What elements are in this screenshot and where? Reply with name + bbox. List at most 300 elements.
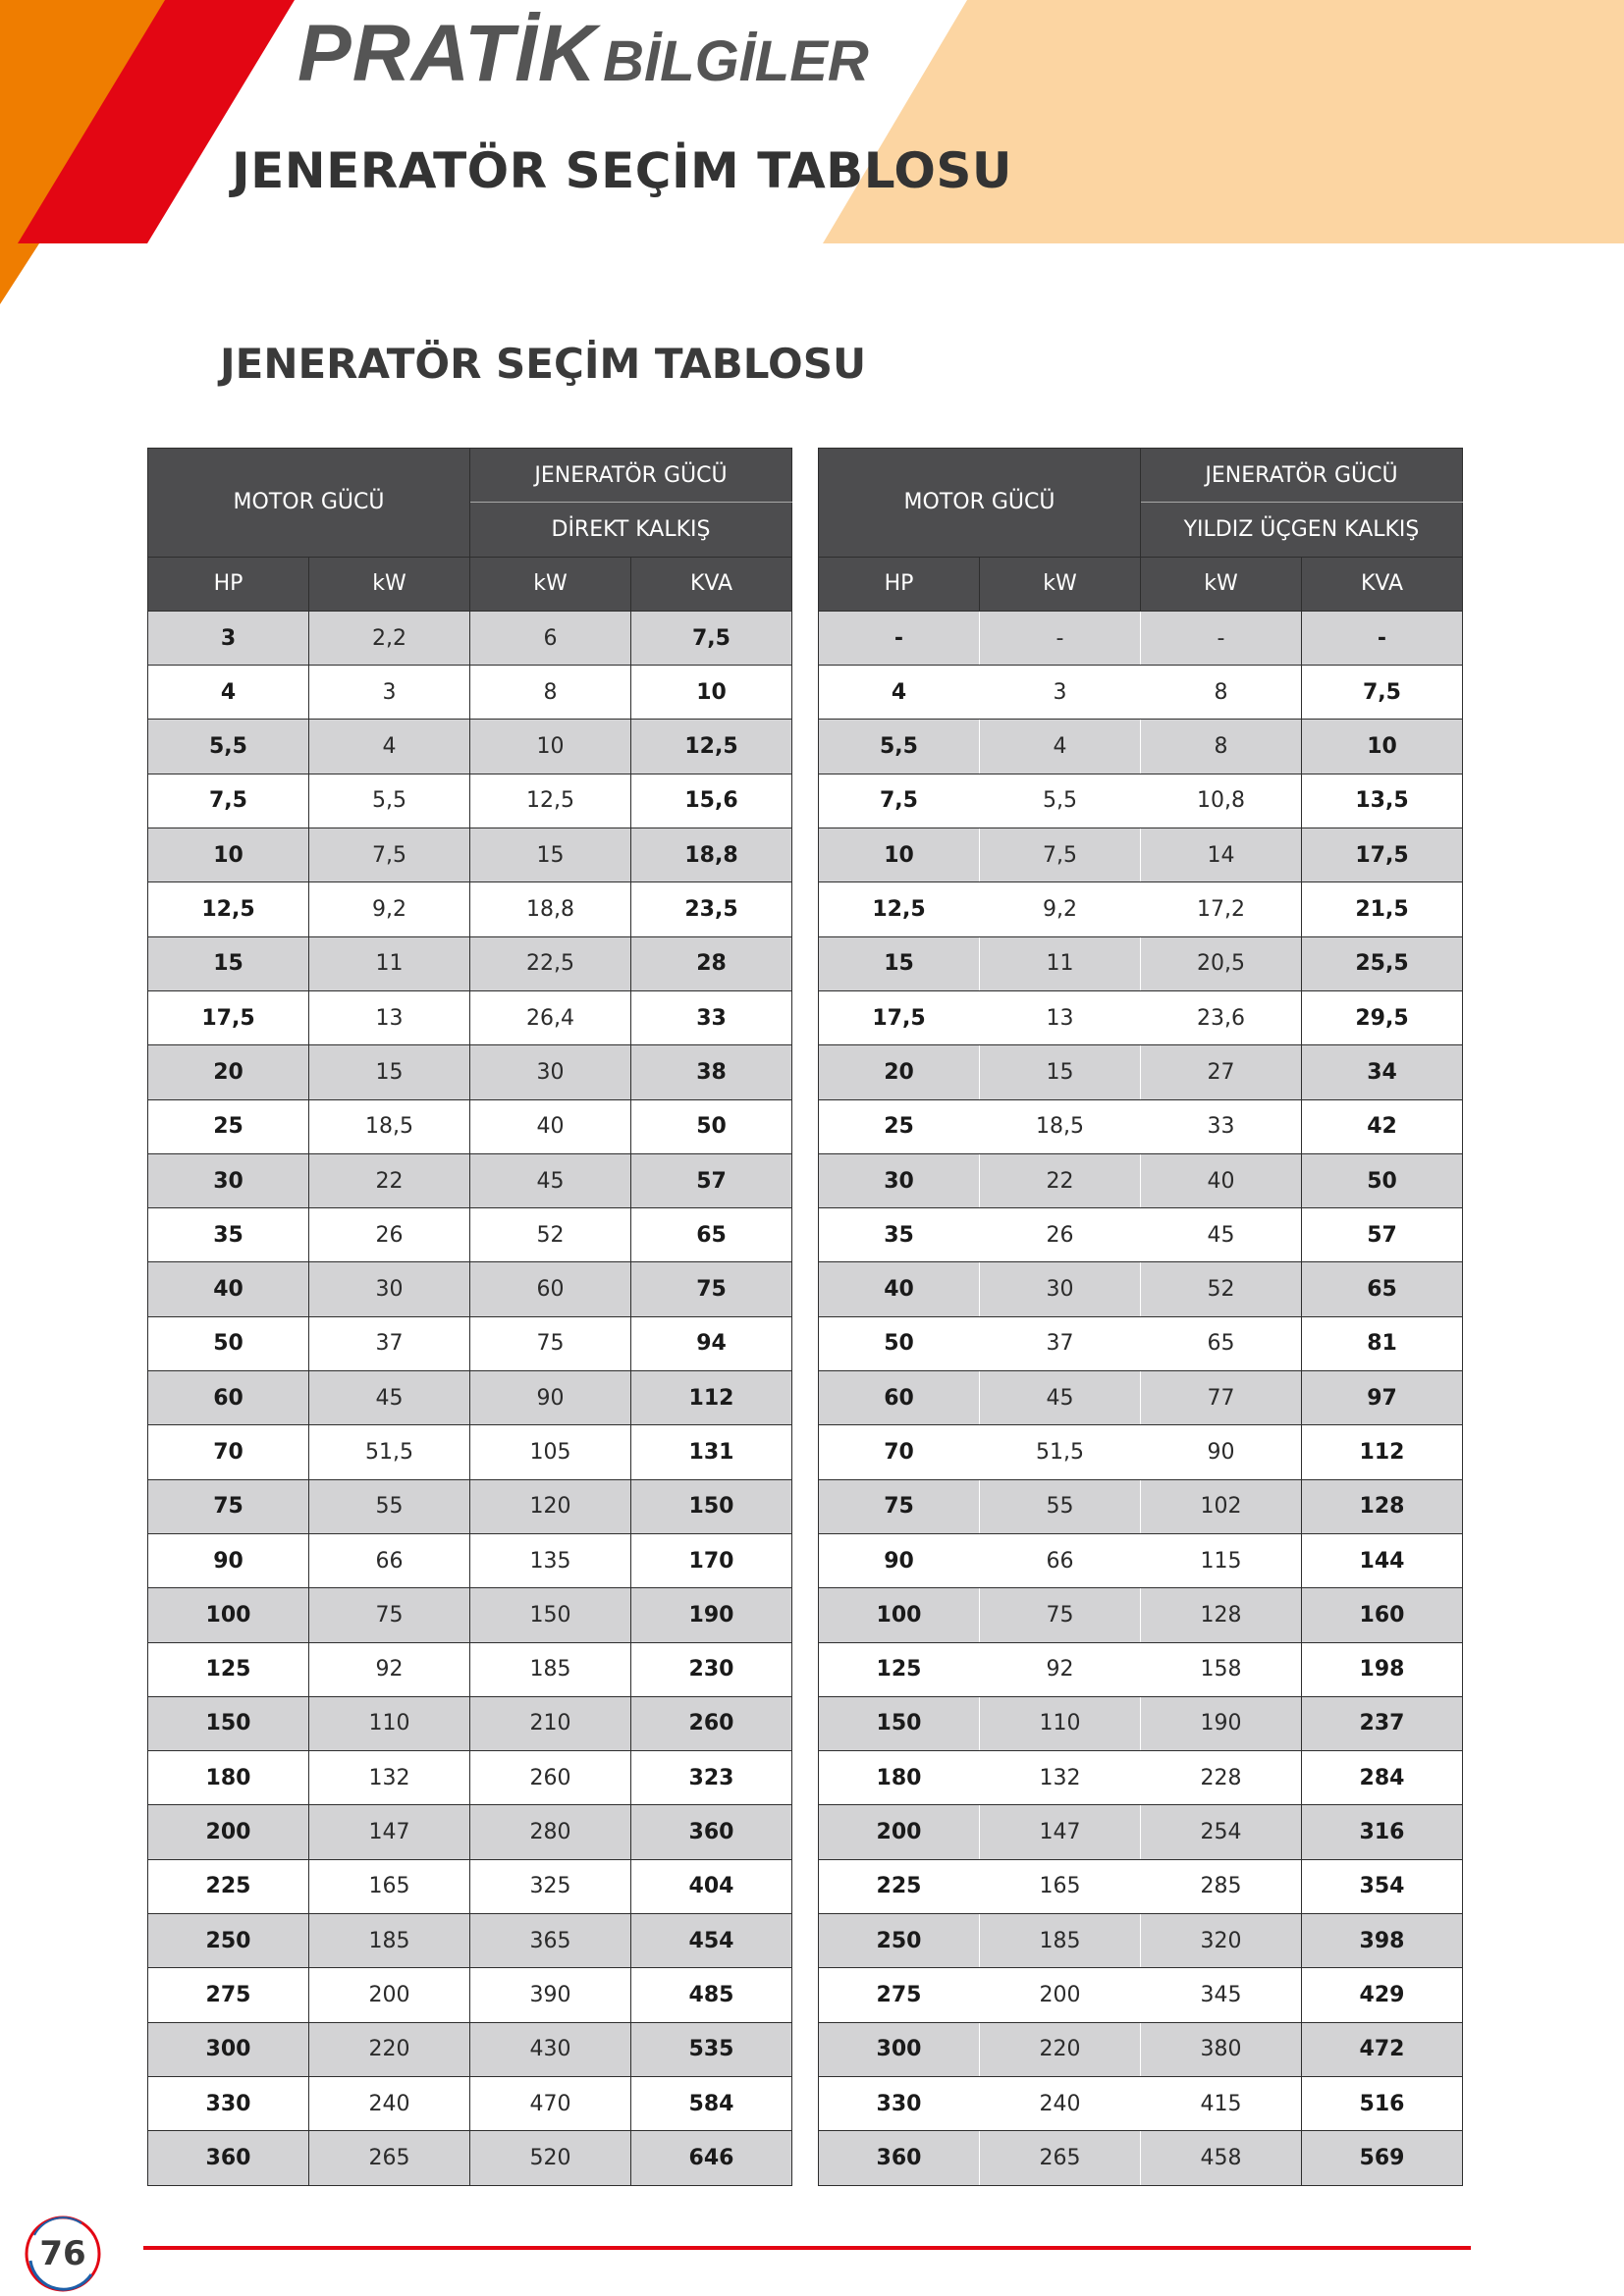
section-title: JENERATÖR SEÇİM TABLOSU	[220, 340, 867, 388]
generator-kw-cell: 90	[1141, 1425, 1302, 1479]
table-row	[819, 1642, 1463, 1696]
kva-cell: 230	[631, 1642, 792, 1696]
kva-cell: 18,8	[631, 828, 792, 882]
unit-header-gen-kw: kW	[1141, 557, 1302, 611]
kva-cell: 170	[631, 1533, 792, 1587]
hp-cell: 125	[819, 1642, 980, 1696]
table-row	[819, 1968, 1463, 2022]
peach-band	[823, 0, 1624, 243]
motor-kw-cell: 22	[980, 1153, 1141, 1207]
kva-cell: 472	[1302, 2022, 1463, 2076]
hp-cell: 330	[819, 2076, 980, 2130]
motor-kw-cell: 5,5	[309, 774, 470, 828]
motor-kw-cell: 185	[309, 1914, 470, 1968]
table-row	[148, 1751, 792, 1805]
star-delta-body	[819, 611, 1463, 2185]
generator-kw-cell: 280	[470, 1805, 631, 1859]
table-row	[148, 1859, 792, 1913]
generator-kw-cell: 8	[1141, 720, 1302, 774]
motor-kw-cell: 37	[309, 1316, 470, 1370]
motor-kw-cell: 55	[309, 1479, 470, 1533]
table-row	[819, 611, 1463, 665]
hp-cell: 50	[819, 1316, 980, 1370]
hp-cell: 15	[148, 936, 309, 990]
motor-kw-cell: 165	[980, 1859, 1141, 1913]
hp-cell: 275	[819, 1968, 980, 2022]
brand-sub-text: BİLGİLER	[603, 29, 869, 93]
kva-cell: 23,5	[631, 882, 792, 936]
hp-cell: 35	[819, 1208, 980, 1262]
hp-cell: 35	[148, 1208, 309, 1262]
motor-kw-cell: 165	[309, 1859, 470, 1913]
generator-kw-cell: 470	[470, 2076, 631, 2130]
hp-cell: 275	[148, 1968, 309, 2022]
motor-kw-cell: 75	[980, 1588, 1141, 1642]
table-row	[819, 936, 1463, 990]
generator-kw-cell: 8	[470, 666, 631, 720]
motor-kw-cell: 265	[980, 2131, 1141, 2185]
hp-cell: 150	[148, 1696, 309, 1750]
motor-kw-cell: 7,5	[980, 828, 1141, 882]
direct-start-body	[148, 611, 792, 2185]
table-row	[819, 666, 1463, 720]
generator-kw-cell: 345	[1141, 1968, 1302, 2022]
hp-cell: 10	[148, 828, 309, 882]
motor-kw-cell: 11	[309, 936, 470, 990]
motor-kw-cell: 2,2	[309, 611, 470, 665]
generator-kw-cell: 17,2	[1141, 882, 1302, 936]
table-row	[819, 882, 1463, 936]
motor-kw-cell: 30	[309, 1262, 470, 1316]
table-row	[819, 1696, 1463, 1750]
kva-cell: 112	[1302, 1425, 1463, 1479]
kva-cell: 354	[1302, 1859, 1463, 1913]
hp-cell: 70	[148, 1425, 309, 1479]
table-row	[819, 1914, 1463, 1968]
table-row	[819, 2022, 1463, 2076]
generator-kw-cell: 40	[470, 1099, 631, 1153]
kva-cell: 65	[1302, 1262, 1463, 1316]
page-number: 76	[39, 2234, 86, 2273]
motor-kw-cell: 11	[980, 936, 1141, 990]
kva-cell: 10	[631, 666, 792, 720]
generator-kw-cell: 23,6	[1141, 990, 1302, 1044]
generator-power-header: JENERATÖR GÜCÜ	[470, 449, 792, 503]
kva-cell: 128	[1302, 1479, 1463, 1533]
kva-cell: 284	[1302, 1751, 1463, 1805]
kva-cell: 34	[1302, 1045, 1463, 1099]
motor-kw-cell: 3	[980, 666, 1141, 720]
generator-kw-cell: 12,5	[470, 774, 631, 828]
page-header-title: JENERATÖR SEÇİM TABLOSU	[232, 142, 1012, 199]
generator-kw-cell: 210	[470, 1696, 631, 1750]
table-row	[148, 1316, 792, 1370]
kva-cell: 398	[1302, 1914, 1463, 1968]
motor-kw-cell: 26	[309, 1208, 470, 1262]
table-row	[148, 1262, 792, 1316]
kva-cell: 112	[631, 1371, 792, 1425]
table-row	[819, 1262, 1463, 1316]
hp-cell: 150	[819, 1696, 980, 1750]
table-row	[819, 1479, 1463, 1533]
table-row	[148, 2076, 792, 2130]
hp-cell: 5,5	[148, 720, 309, 774]
unit-header-motor-kw: kW	[980, 557, 1141, 611]
generator-kw-cell: 90	[470, 1371, 631, 1425]
kva-cell: 97	[1302, 1371, 1463, 1425]
hp-cell: 5,5	[819, 720, 980, 774]
generator-kw-cell: 60	[470, 1262, 631, 1316]
kva-cell: 516	[1302, 2076, 1463, 2130]
motor-kw-cell: 132	[309, 1751, 470, 1805]
hp-cell: 7,5	[148, 774, 309, 828]
motor-kw-cell: 7,5	[309, 828, 470, 882]
generator-kw-cell: 6	[470, 611, 631, 665]
table-row	[819, 1425, 1463, 1479]
hp-cell: 60	[819, 1371, 980, 1425]
table-row	[819, 1045, 1463, 1099]
kva-cell: 190	[631, 1588, 792, 1642]
kva-cell: 7,5	[631, 611, 792, 665]
kva-cell: 33	[631, 990, 792, 1044]
star-delta-table	[818, 448, 1463, 2186]
generator-kw-cell: 45	[1141, 1208, 1302, 1262]
hp-cell: 200	[819, 1805, 980, 1859]
hp-cell: 225	[819, 1859, 980, 1913]
generator-kw-cell: 365	[470, 1914, 631, 1968]
generator-kw-cell: 27	[1141, 1045, 1302, 1099]
table-row	[148, 1968, 792, 2022]
table-row	[819, 1371, 1463, 1425]
kva-cell: 237	[1302, 1696, 1463, 1750]
kva-cell: 316	[1302, 1805, 1463, 1859]
motor-kw-cell: 13	[980, 990, 1141, 1044]
motor-kw-cell: 132	[980, 1751, 1141, 1805]
kva-cell: 569	[1302, 2131, 1463, 2185]
generator-kw-cell: 105	[470, 1425, 631, 1479]
generator-kw-cell: 190	[1141, 1696, 1302, 1750]
kva-cell: 360	[631, 1805, 792, 1859]
motor-kw-cell: 55	[980, 1479, 1141, 1533]
brand-logo	[298, 8, 869, 100]
generator-kw-cell: 33	[1141, 1099, 1302, 1153]
kva-cell: 15,6	[631, 774, 792, 828]
motor-kw-cell: 22	[309, 1153, 470, 1207]
motor-kw-cell: 4	[980, 720, 1141, 774]
hp-cell: 90	[148, 1533, 309, 1587]
motor-kw-cell: 265	[309, 2131, 470, 2185]
hp-cell: 300	[819, 2022, 980, 2076]
generator-kw-cell: 26,4	[470, 990, 631, 1044]
hp-cell: 360	[819, 2131, 980, 2185]
generator-kw-cell: 10	[470, 720, 631, 774]
kva-cell: 198	[1302, 1642, 1463, 1696]
table-row	[148, 1533, 792, 1587]
motor-kw-cell: 3	[309, 666, 470, 720]
generator-kw-cell: 45	[470, 1153, 631, 1207]
kva-cell: -	[1302, 611, 1463, 665]
generator-power-header: JENERATÖR GÜCÜ	[1141, 449, 1463, 503]
hp-cell: 25	[819, 1099, 980, 1153]
hp-cell: 250	[819, 1914, 980, 1968]
table-row	[819, 1208, 1463, 1262]
hp-cell: 300	[148, 2022, 309, 2076]
table-row	[819, 774, 1463, 828]
table-row	[148, 1153, 792, 1207]
hp-cell: 12,5	[148, 882, 309, 936]
generator-kw-cell: 115	[1141, 1533, 1302, 1587]
kva-cell: 17,5	[1302, 828, 1463, 882]
generator-kw-cell: 65	[1141, 1316, 1302, 1370]
generator-kw-cell: -	[1141, 611, 1302, 665]
table-row	[148, 1425, 792, 1479]
generator-kw-cell: 285	[1141, 1859, 1302, 1913]
hp-cell: 12,5	[819, 882, 980, 936]
table-row	[148, 611, 792, 665]
hp-cell: 330	[148, 2076, 309, 2130]
hp-cell: 17,5	[148, 990, 309, 1044]
hp-cell: 125	[148, 1642, 309, 1696]
hp-cell: 10	[819, 828, 980, 882]
generator-kw-cell: 18,8	[470, 882, 631, 936]
motor-kw-cell: 5,5	[980, 774, 1141, 828]
table-row	[148, 666, 792, 720]
table-row	[148, 1588, 792, 1642]
table-row	[148, 2022, 792, 2076]
kva-cell: 38	[631, 1045, 792, 1099]
kva-cell: 42	[1302, 1099, 1463, 1153]
motor-kw-cell: 240	[309, 2076, 470, 2130]
kva-cell: 12,5	[631, 720, 792, 774]
hp-cell: 75	[148, 1479, 309, 1533]
table-row	[819, 990, 1463, 1044]
kva-cell: 10	[1302, 720, 1463, 774]
generator-kw-cell: 8	[1141, 666, 1302, 720]
generator-kw-cell: 30	[470, 1045, 631, 1099]
kva-cell: 50	[1302, 1153, 1463, 1207]
unit-header-hp: HP	[148, 557, 309, 611]
table-row	[819, 1859, 1463, 1913]
motor-kw-cell: 51,5	[980, 1425, 1141, 1479]
kva-cell: 260	[631, 1696, 792, 1750]
kva-cell: 28	[631, 936, 792, 990]
hp-cell: 7,5	[819, 774, 980, 828]
generator-kw-cell: 520	[470, 2131, 631, 2185]
generator-kw-cell: 150	[470, 1588, 631, 1642]
motor-kw-cell: 37	[980, 1316, 1141, 1370]
motor-kw-cell: 92	[309, 1642, 470, 1696]
kva-cell: 323	[631, 1751, 792, 1805]
hp-cell: 250	[148, 1914, 309, 1968]
kva-cell: 57	[1302, 1208, 1463, 1262]
hp-cell: -	[819, 611, 980, 665]
generator-kw-cell: 430	[470, 2022, 631, 2076]
generator-kw-cell: 228	[1141, 1751, 1302, 1805]
generator-kw-cell: 120	[470, 1479, 631, 1533]
motor-kw-cell: 30	[980, 1262, 1141, 1316]
hp-cell: 200	[148, 1805, 309, 1859]
kva-cell: 94	[631, 1316, 792, 1370]
motor-kw-cell: 4	[309, 720, 470, 774]
footer-divider	[143, 2246, 1471, 2250]
table-row	[819, 1099, 1463, 1153]
kva-cell: 454	[631, 1914, 792, 1968]
table-row	[819, 1316, 1463, 1370]
hp-cell: 50	[148, 1316, 309, 1370]
table-row	[819, 1805, 1463, 1859]
hp-cell: 40	[148, 1262, 309, 1316]
table-row	[148, 720, 792, 774]
table-row	[148, 1914, 792, 1968]
kva-cell: 13,5	[1302, 774, 1463, 828]
hp-cell: 70	[819, 1425, 980, 1479]
generator-kw-cell: 135	[470, 1533, 631, 1587]
hp-cell: 30	[148, 1153, 309, 1207]
motor-kw-cell: 200	[980, 1968, 1141, 2022]
unit-header-kva: KVA	[1302, 557, 1463, 611]
table-row	[819, 1751, 1463, 1805]
hp-cell: 15	[819, 936, 980, 990]
table-row	[819, 1533, 1463, 1587]
motor-kw-cell: 26	[980, 1208, 1141, 1262]
motor-power-header: MOTOR GÜCÜ	[819, 449, 1141, 558]
generator-kw-cell: 158	[1141, 1642, 1302, 1696]
generator-kw-cell: 20,5	[1141, 936, 1302, 990]
motor-kw-cell: 240	[980, 2076, 1141, 2130]
generator-kw-cell: 22,5	[470, 936, 631, 990]
kva-cell: 131	[631, 1425, 792, 1479]
kva-cell: 535	[631, 2022, 792, 2076]
motor-kw-cell: 51,5	[309, 1425, 470, 1479]
hp-cell: 20	[148, 1045, 309, 1099]
table-row	[819, 2131, 1463, 2185]
motor-kw-cell: 220	[309, 2022, 470, 2076]
generator-kw-cell: 14	[1141, 828, 1302, 882]
table-row	[819, 1588, 1463, 1642]
generator-kw-cell: 320	[1141, 1914, 1302, 1968]
hp-cell: 3	[148, 611, 309, 665]
start-type-header: YILDIZ ÜÇGEN KALKIŞ	[1141, 503, 1463, 557]
generator-kw-cell: 254	[1141, 1805, 1302, 1859]
unit-header-kva: KVA	[631, 557, 792, 611]
motor-kw-cell: 75	[309, 1588, 470, 1642]
motor-kw-cell: 45	[980, 1371, 1141, 1425]
kva-cell: 50	[631, 1099, 792, 1153]
table-row	[148, 1099, 792, 1153]
unit-header-gen-kw: kW	[470, 557, 631, 611]
generator-kw-cell: 77	[1141, 1371, 1302, 1425]
hp-cell: 100	[819, 1588, 980, 1642]
kva-cell: 429	[1302, 1968, 1463, 2022]
motor-kw-cell: 200	[309, 1968, 470, 2022]
table-row	[148, 1045, 792, 1099]
table-row	[148, 828, 792, 882]
table-row	[148, 2131, 792, 2185]
generator-kw-cell: 458	[1141, 2131, 1302, 2185]
generator-kw-cell: 40	[1141, 1153, 1302, 1207]
motor-kw-cell: 18,5	[309, 1099, 470, 1153]
table-row	[819, 2076, 1463, 2130]
table-row	[819, 828, 1463, 882]
unit-header-hp: HP	[819, 557, 980, 611]
motor-kw-cell: 18,5	[980, 1099, 1141, 1153]
motor-kw-cell: 185	[980, 1914, 1141, 1968]
brand-main-text: PRATİK	[298, 9, 598, 98]
table-row	[819, 1153, 1463, 1207]
generator-kw-cell: 415	[1141, 2076, 1302, 2130]
motor-kw-cell: 15	[309, 1045, 470, 1099]
motor-kw-cell: 220	[980, 2022, 1141, 2076]
generator-kw-cell: 390	[470, 1968, 631, 2022]
unit-header-motor-kw: kW	[309, 557, 470, 611]
generator-kw-cell: 75	[470, 1316, 631, 1370]
hp-cell: 25	[148, 1099, 309, 1153]
kva-cell: 57	[631, 1153, 792, 1207]
generator-kw-cell: 260	[470, 1751, 631, 1805]
motor-kw-cell: 9,2	[309, 882, 470, 936]
hp-cell: 180	[148, 1751, 309, 1805]
generator-kw-cell: 15	[470, 828, 631, 882]
motor-kw-cell: -	[980, 611, 1141, 665]
generator-kw-cell: 52	[1141, 1262, 1302, 1316]
generator-kw-cell: 52	[470, 1208, 631, 1262]
table-row	[148, 1371, 792, 1425]
hp-cell: 100	[148, 1588, 309, 1642]
table-row	[148, 1696, 792, 1750]
generator-kw-cell: 128	[1141, 1588, 1302, 1642]
generator-kw-cell: 185	[470, 1642, 631, 1696]
generator-kw-cell: 325	[470, 1859, 631, 1913]
table-row	[148, 990, 792, 1044]
start-type-header: DİREKT KALKIŞ	[470, 503, 792, 557]
hp-cell: 360	[148, 2131, 309, 2185]
table-row	[148, 1208, 792, 1262]
kva-cell: 150	[631, 1479, 792, 1533]
kva-cell: 75	[631, 1262, 792, 1316]
kva-cell: 485	[631, 1968, 792, 2022]
motor-kw-cell: 9,2	[980, 882, 1141, 936]
motor-kw-cell: 15	[980, 1045, 1141, 1099]
hp-cell: 225	[148, 1859, 309, 1913]
hp-cell: 90	[819, 1533, 980, 1587]
hp-cell: 30	[819, 1153, 980, 1207]
hp-cell: 17,5	[819, 990, 980, 1044]
kva-cell: 7,5	[1302, 666, 1463, 720]
motor-kw-cell: 66	[980, 1533, 1141, 1587]
kva-cell: 160	[1302, 1588, 1463, 1642]
hp-cell: 4	[148, 666, 309, 720]
generator-kw-cell: 380	[1141, 2022, 1302, 2076]
hp-cell: 20	[819, 1045, 980, 1099]
kva-cell: 29,5	[1302, 990, 1463, 1044]
hp-cell: 4	[819, 666, 980, 720]
direct-start-table	[147, 448, 792, 2186]
kva-cell: 404	[631, 1859, 792, 1913]
kva-cell: 584	[631, 2076, 792, 2130]
kva-cell: 25,5	[1302, 936, 1463, 990]
motor-kw-cell: 147	[980, 1805, 1141, 1859]
table-row	[148, 1479, 792, 1533]
motor-power-header: MOTOR GÜCÜ	[148, 449, 470, 558]
motor-kw-cell: 147	[309, 1805, 470, 1859]
motor-kw-cell: 66	[309, 1533, 470, 1587]
motor-kw-cell: 45	[309, 1371, 470, 1425]
kva-cell: 65	[631, 1208, 792, 1262]
table-row	[148, 936, 792, 990]
table-row	[148, 1642, 792, 1696]
kva-cell: 646	[631, 2131, 792, 2185]
hp-cell: 60	[148, 1371, 309, 1425]
